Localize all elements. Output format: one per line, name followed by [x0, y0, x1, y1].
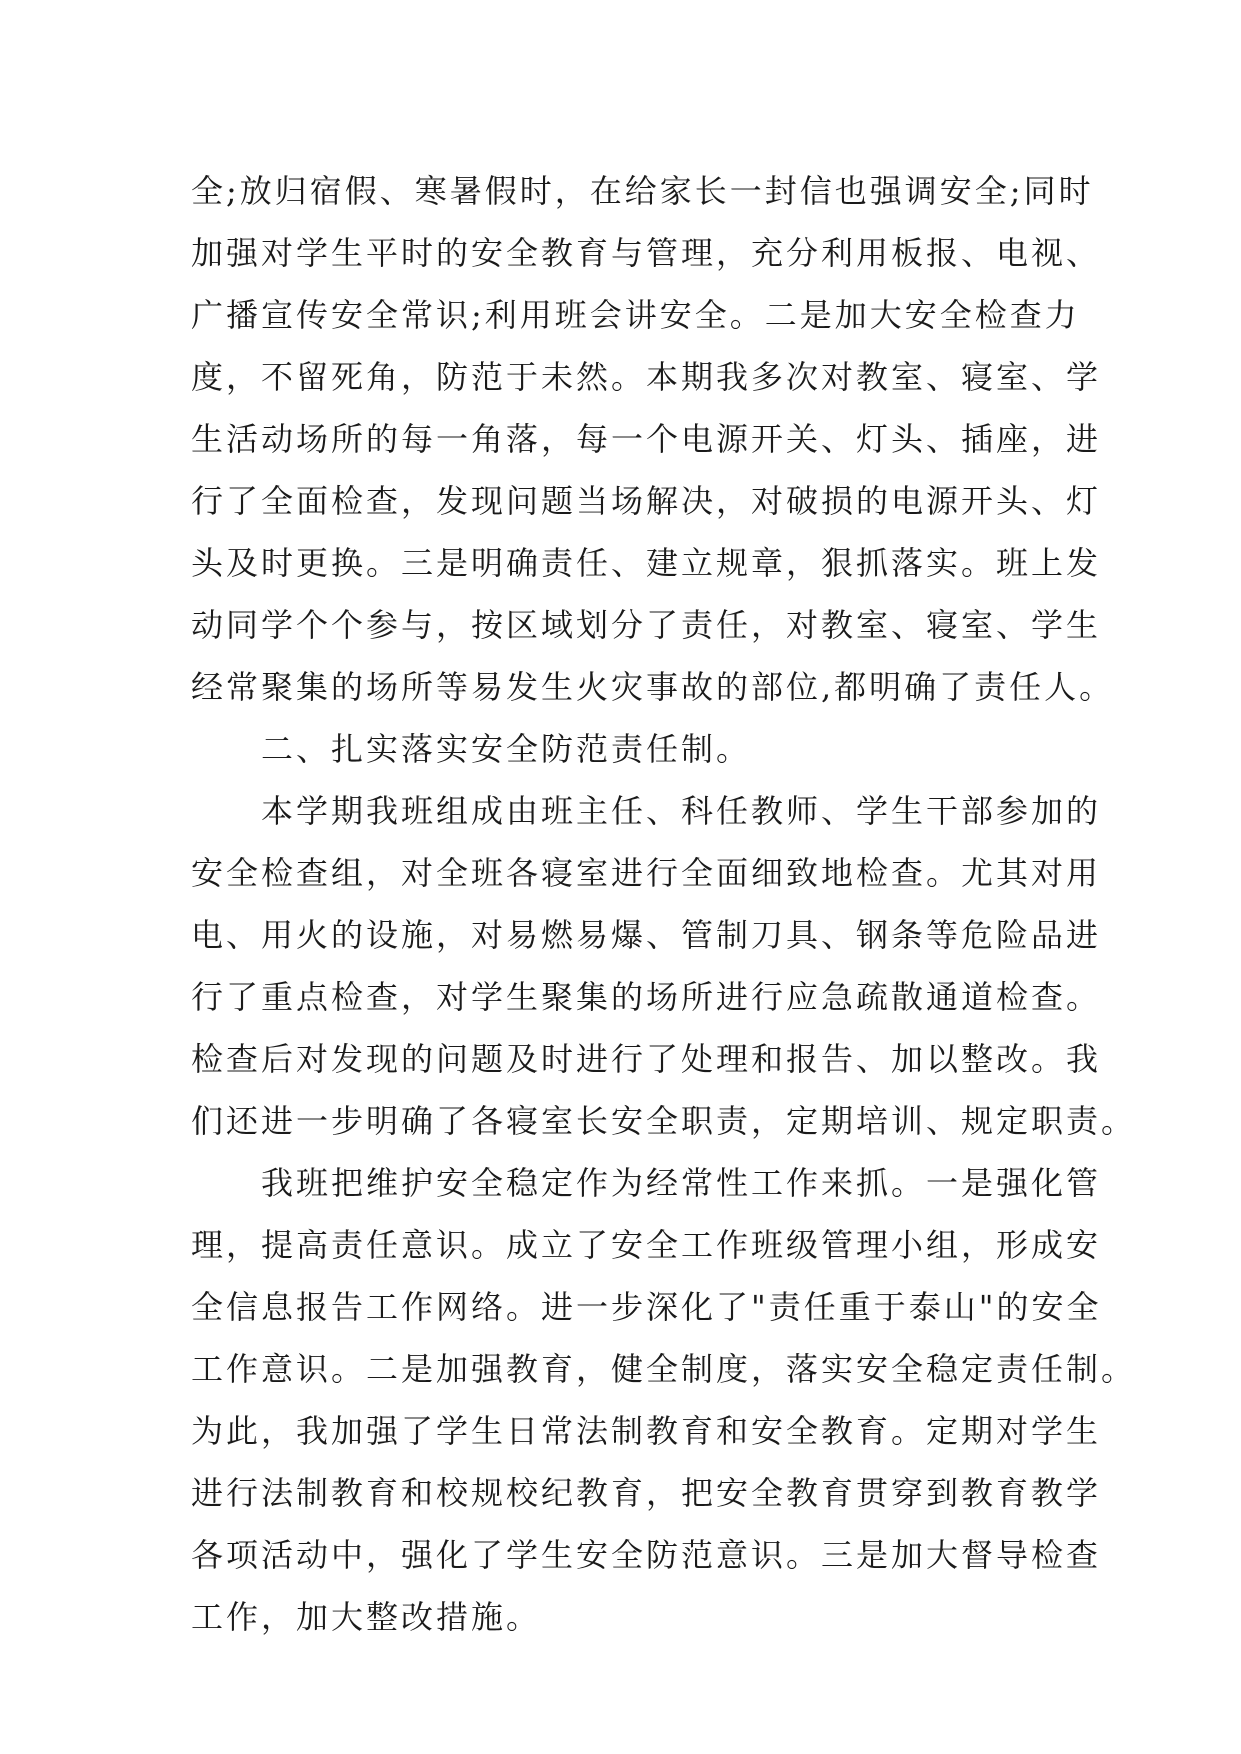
- text-line: 本学期我班组成由班主任、科任教师、学生干部参加的: [261, 792, 1102, 830]
- text-line: 安全检查组，对全班各寝室进行全面细致地检查。尤其对用: [191, 854, 1102, 892]
- text-line: 头及时更换。三是明确责任、建立规章，狠抓落实。班上发: [191, 544, 1102, 582]
- text-line: 行了全面检查，发现问题当场解决，对破损的电源开头、灯: [191, 482, 1102, 520]
- text-line: 工作意识。二是加强教育，健全制度，落实安全稳定责任制。: [191, 1350, 1137, 1388]
- text-line: 为此，我加强了学生日常法制教育和安全教育。定期对学生: [191, 1412, 1102, 1450]
- document-body: [191, 160, 1137, 1648]
- text-line: 们还进一步明确了各寝室长安全职责，定期培训、规定职责。: [191, 1102, 1137, 1140]
- text-line: 生活动场所的每一角落，每一个电源开关、灯头、插座，进: [191, 420, 1102, 458]
- text-line: 经常聚集的场所等易发生火灾事故的部位,都明确了责任人。: [191, 668, 1115, 706]
- text-line: 我班把维护安全稳定作为经常性工作来抓。一是强化管: [261, 1164, 1102, 1202]
- text-line: 行了重点检查，对学生聚集的场所进行应急疏散通道检查。: [191, 978, 1102, 1016]
- text-line: 全;放归宿假、寒暑假时，在给家长一封信也强调安全;同时: [191, 172, 1094, 210]
- text-line: 动同学个个参与，按区域划分了责任，对教室、寝室、学生: [191, 606, 1102, 644]
- text-line: 进行法制教育和校规校纪教育，把安全教育贯穿到教育教学: [191, 1474, 1102, 1512]
- section-heading: 二、扎实落实安全防范责任制。: [261, 730, 752, 768]
- text-line: 电、用火的设施，对易燃易爆、管制刀具、钢条等危险品进: [191, 916, 1102, 954]
- text-line: 全信息报告工作网络。进一步深化了"责任重于泰山"的安全: [191, 1288, 1102, 1326]
- text-line: 广播宣传安全常识;利用班会讲安全。二是加大安全检查力: [191, 296, 1080, 334]
- text-line: 各项活动中，强化了学生安全防范意识。三是加大督导检查: [191, 1536, 1102, 1574]
- text-line: 工作，加大整改措施。: [191, 1598, 542, 1636]
- text-line: 加强对学生平时的安全教育与管理，充分利用板报、电视、: [191, 234, 1102, 272]
- text-line: 理，提高责任意识。成立了安全工作班级管理小组，形成安: [191, 1226, 1102, 1264]
- text-line: 度，不留死角，防范于未然。本期我多次对教室、寝室、学: [191, 358, 1102, 396]
- text-line: 检查后对发现的问题及时进行了处理和报告、加以整改。我: [191, 1040, 1102, 1078]
